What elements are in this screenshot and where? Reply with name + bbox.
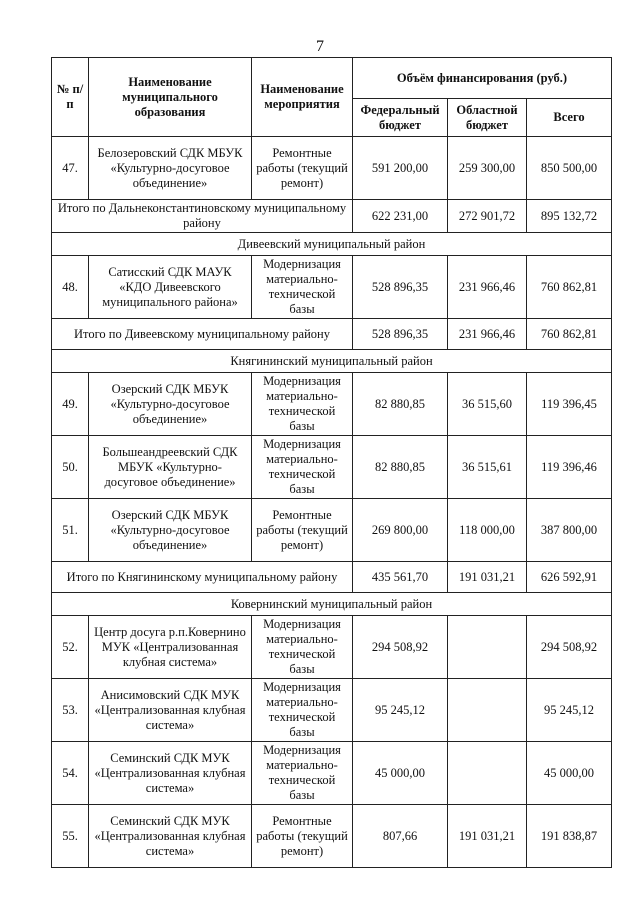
row-regional: [448, 742, 527, 805]
funding-table: [51, 57, 612, 868]
row-regional: [448, 679, 527, 742]
row-regional: 36 515,61: [448, 436, 527, 499]
row-total: 95 245,12: [527, 679, 612, 742]
section-row: [52, 350, 612, 373]
subtotal-federal: 622 231,00: [353, 200, 448, 233]
row-total: 191 838,87: [527, 805, 612, 868]
row-organization: Белозеровский СДК МБУК «Культурно-досуговое объединение»: [89, 137, 252, 200]
section-row: [52, 233, 612, 256]
table-row: [52, 137, 612, 200]
row-total: 294 508,92: [527, 616, 612, 679]
subtotal-row: [52, 200, 612, 233]
row-number: 47.: [52, 137, 89, 200]
subtotal-label: Итого по Дивеевскому муниципальному району: [52, 319, 353, 350]
row-regional: 118 000,00: [448, 499, 527, 562]
table-row: [52, 616, 612, 679]
row-event: Модернизация материально-технической базы: [252, 742, 353, 805]
row-organization: Семинский СДК МУК «Централизованная клубная система»: [89, 742, 252, 805]
row-regional: 259 300,00: [448, 137, 527, 200]
row-organization: Большеандреевский СДК МБУК «Культурно-досуговое объединение»: [89, 436, 252, 499]
row-federal: 294 508,92: [353, 616, 448, 679]
row-number: 55.: [52, 805, 89, 868]
subtotal-row: [52, 319, 612, 350]
row-regional: [448, 616, 527, 679]
row-organization: Озерский СДК МБУК «Культурно-досуговое объединение»: [89, 499, 252, 562]
table-row: [52, 499, 612, 562]
subtotal-total: 760 862,81: [527, 319, 612, 350]
row-regional: 231 966,46: [448, 256, 527, 319]
row-total: 760 862,81: [527, 256, 612, 319]
subtotal-row: [52, 562, 612, 593]
table-row: [52, 679, 612, 742]
row-total: 387 800,00: [527, 499, 612, 562]
row-event: Модернизация материально-технической базы: [252, 256, 353, 319]
row-event: Модернизация материально-технической базы: [252, 679, 353, 742]
subtotal-regional: 191 031,21: [448, 562, 527, 593]
section-row: [52, 593, 612, 616]
row-federal: 269 800,00: [353, 499, 448, 562]
subtotal-total: 895 132,72: [527, 200, 612, 233]
row-number: 50.: [52, 436, 89, 499]
section-title: Ковернинский муниципальный район: [52, 593, 612, 616]
row-number: 51.: [52, 499, 89, 562]
row-event: Ремонтные работы (текущий ремонт): [252, 137, 353, 200]
row-number: 48.: [52, 256, 89, 319]
row-federal: 528 896,35: [353, 256, 448, 319]
row-total: 119 396,46: [527, 436, 612, 499]
row-federal: 82 880,85: [353, 436, 448, 499]
row-federal: 807,66: [353, 805, 448, 868]
section-title: Княгининский муниципальный район: [52, 350, 612, 373]
table-row: [52, 805, 612, 868]
header-funding: Объём финансирования (руб.): [353, 58, 612, 99]
subtotal-federal: 528 896,35: [353, 319, 448, 350]
row-organization: Семинский СДК МУК «Централизованная клубная система»: [89, 805, 252, 868]
row-organization: Озерский СДК МБУК «Культурно-досуговое объединение»: [89, 373, 252, 436]
row-total: 119 396,45: [527, 373, 612, 436]
subtotal-total: 626 592,91: [527, 562, 612, 593]
row-total: 45 000,00: [527, 742, 612, 805]
header-num: № п/п: [52, 58, 89, 137]
row-event: Ремонтные работы (текущий ремонт): [252, 499, 353, 562]
table-row: [52, 373, 612, 436]
row-regional: 36 515,60: [448, 373, 527, 436]
table-body: [52, 137, 612, 868]
header-regional: Областной бюджет: [448, 99, 527, 137]
subtotal-label: Итого по Княгининскому муниципальному району: [52, 562, 353, 593]
row-number: 54.: [52, 742, 89, 805]
subtotal-federal: 435 561,70: [353, 562, 448, 593]
table-row: [52, 742, 612, 805]
row-event: Модернизация материально-технической базы: [252, 436, 353, 499]
row-federal: 591 200,00: [353, 137, 448, 200]
row-regional: 191 031,21: [448, 805, 527, 868]
row-total: 850 500,00: [527, 137, 612, 200]
table-row: [52, 256, 612, 319]
row-organization: Сатисский СДК МАУК «КДО Дивеевского муниципального района»: [89, 256, 252, 319]
page-number: 7: [316, 38, 324, 55]
subtotal-label: Итого по Дальнеконстантиновскому муниципальному району: [52, 200, 353, 233]
row-federal: 82 880,85: [353, 373, 448, 436]
row-federal: 95 245,12: [353, 679, 448, 742]
table-row: [52, 436, 612, 499]
row-federal: 45 000,00: [353, 742, 448, 805]
header-event: Наименование мероприятия: [252, 58, 353, 137]
header-total: Всего: [527, 99, 612, 137]
header-federal: Федеральный бюджет: [353, 99, 448, 137]
subtotal-regional: 272 901,72: [448, 200, 527, 233]
row-number: 53.: [52, 679, 89, 742]
row-event: Ремонтные работы (текущий ремонт): [252, 805, 353, 868]
row-organization: Анисимовский СДК МУК «Централизованная клубная система»: [89, 679, 252, 742]
row-event: Модернизация материально-технической базы: [252, 373, 353, 436]
subtotal-regional: 231 966,46: [448, 319, 527, 350]
row-event: Модернизация материально-технической базы: [252, 616, 353, 679]
row-number: 52.: [52, 616, 89, 679]
header-org: Наименование муниципального образования: [89, 58, 252, 137]
section-title: Дивеевский муниципальный район: [52, 233, 612, 256]
row-organization: Центр досуга р.п.Ковернино МУК «Централизованная клубная система»: [89, 616, 252, 679]
row-number: 49.: [52, 373, 89, 436]
